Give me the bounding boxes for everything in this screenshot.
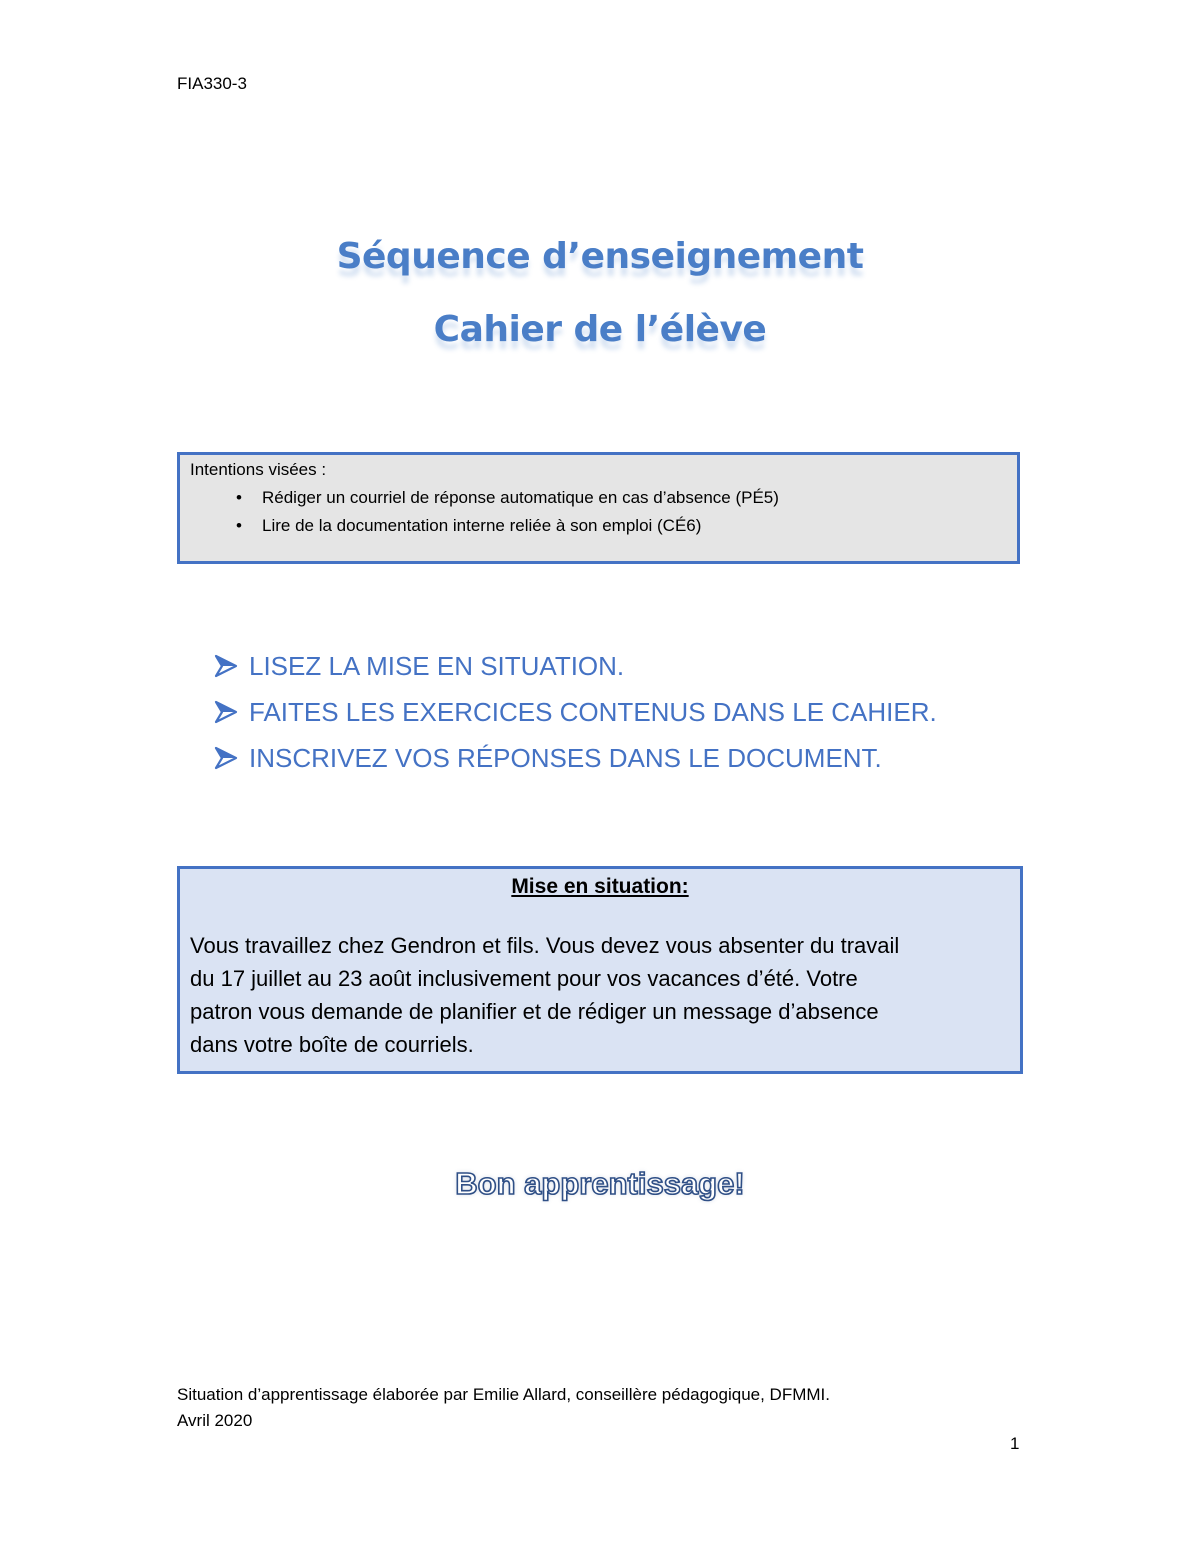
instruction-item: [213, 643, 937, 689]
arrowhead-bullet-icon: [213, 653, 239, 679]
footer-date: Avril 2020: [177, 1411, 253, 1430]
situation-line: du 17 juillet au 23 août inclusivement pour vos vacances d’été. Votre: [190, 966, 858, 991]
page-number: 1: [1010, 1434, 1020, 1453]
intentions-box: [177, 452, 1020, 564]
document-code: FIA330-3: [177, 74, 247, 93]
intention-text: Lire de la documentation interne reliée à son emploi (CÉ6): [262, 516, 702, 535]
arrowhead-bullet-icon: [213, 699, 239, 725]
list-item: [190, 484, 1007, 512]
situation-box: [177, 866, 1023, 1074]
instruction-text: FAITES LES EXERCICES CONTENUS DANS LE CAHIER.: [249, 696, 937, 727]
closing-message: Bon apprentissage!: [455, 1166, 745, 1201]
list-item: [190, 512, 1007, 540]
document-title: Séquence d’enseignement: [336, 236, 864, 277]
instruction-item: [213, 735, 937, 781]
situation-text: [190, 929, 1010, 1061]
footer-credit: Situation d’apprentissage élaborée par Emilie Allard, conseillère pédagogique, DFMMI.: [177, 1385, 830, 1404]
instruction-text: INSCRIVEZ VOS RÉPONSES DANS LE DOCUMENT.: [249, 742, 882, 773]
situation-line: dans votre boîte de courriels.: [190, 1032, 474, 1057]
intention-text: Rédiger un courriel de réponse automatique en cas d’absence (PÉ5): [262, 488, 779, 507]
instruction-item: [213, 689, 937, 735]
situation-line: patron vous demande de planifier et de rédiger un message d’absence: [190, 999, 879, 1024]
instruction-text: LISEZ LA MISE EN SITUATION.: [249, 650, 625, 681]
situation-line: Vous travaillez chez Gendron et fils. Vous devez vous absenter du travail: [190, 933, 900, 958]
intentions-label: Intentions visées :: [190, 460, 327, 479]
bullet-icon: •: [236, 516, 242, 535]
document-subtitle: Cahier de l’élève: [433, 309, 767, 350]
footer: [177, 1382, 830, 1434]
bullet-icon: •: [236, 488, 242, 507]
situation-title: Mise en situation:: [511, 875, 689, 898]
intentions-list: [190, 484, 1007, 540]
arrowhead-bullet-icon: [213, 745, 239, 771]
instructions-list: [213, 643, 937, 781]
